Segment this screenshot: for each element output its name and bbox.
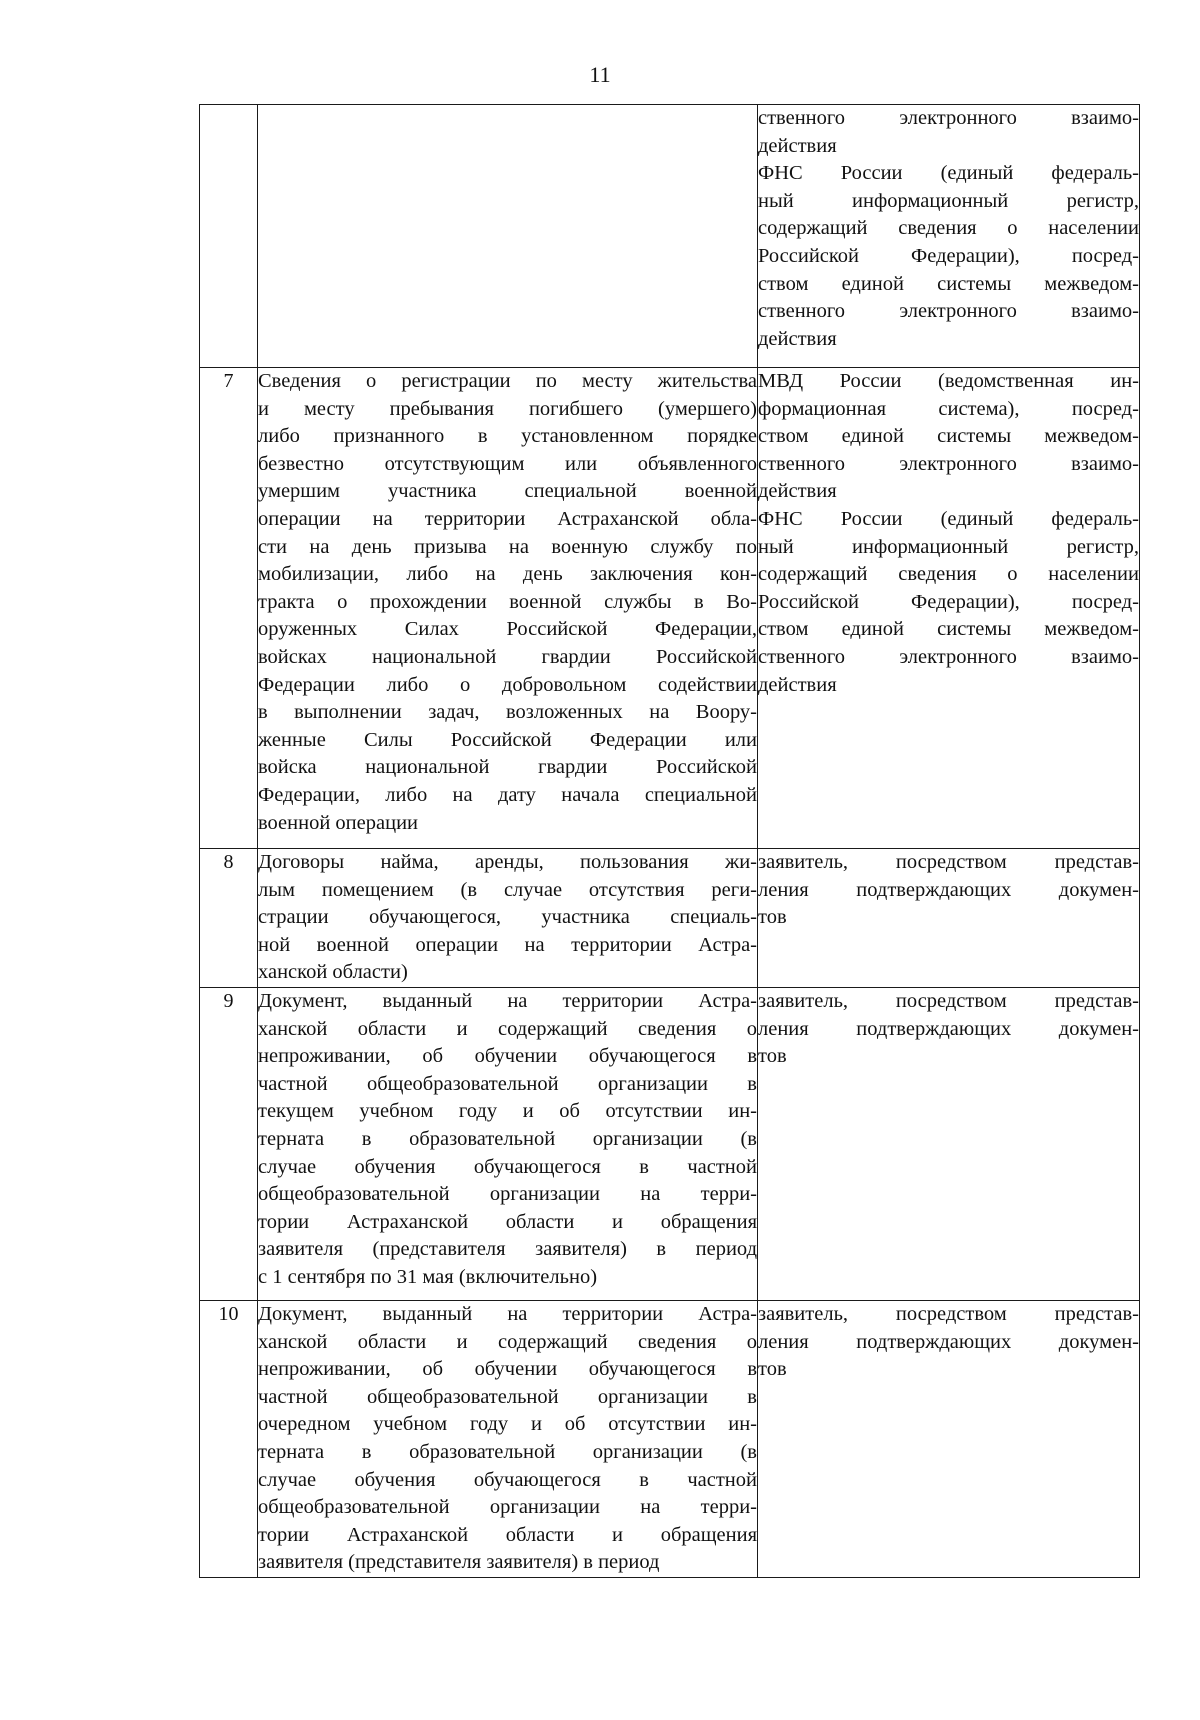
information-source-line: тов [758, 1358, 787, 1381]
document-description-line: Федерации, либо на дату начала специальной [258, 783, 757, 806]
document-description-line: ной военной операции на территории Астра- [258, 933, 757, 956]
information-source-line: тов [758, 1045, 787, 1068]
document-description-cell [258, 988, 758, 1301]
table-row [200, 988, 1140, 1301]
document-description-line: мобилизации, либо на день заключения кон- [258, 563, 757, 586]
document-description-line: тории Астраханской области и обращения [258, 1523, 757, 1546]
document-description-line: тракта о прохождении военной службы в Во- [258, 590, 757, 613]
document-description-line: страции обучающегося, участника специаль- [258, 906, 757, 929]
row-number-cell: 7 [200, 368, 258, 849]
table-row [200, 849, 1140, 988]
information-source-cell [758, 849, 1140, 988]
documents-table-body [200, 105, 1140, 1578]
document-description-line: лым помещением (в случае отсутствия реги- [258, 878, 757, 901]
document-description-cell [258, 368, 758, 849]
row-number-cell: 9 [200, 988, 258, 1301]
document-description-line: случае обучения обучающегося в частной [258, 1468, 757, 1491]
information-source-line: ления подтверждающих докумен- [758, 1017, 1139, 1040]
information-source-line: ством единой системы межведом- [758, 425, 1139, 448]
information-source-line: действия [758, 134, 837, 157]
information-source-line: содержащий сведения о населении [758, 217, 1139, 240]
document-description-line: войска национальной гвардии Российской [258, 756, 757, 779]
document-description-cell [258, 849, 758, 988]
information-source-line: тов [758, 906, 787, 929]
table-row [200, 368, 1140, 849]
information-source-line: заявитель, посредством представ- [758, 1303, 1139, 1325]
information-source-line: ством единой системы межведом- [758, 272, 1139, 295]
documents-table [199, 104, 1140, 1578]
document-description-line: текущем учебном году и об отсутствии ин- [258, 1100, 757, 1123]
document-description-line: Сведения о регистрации по месту жительства [258, 370, 757, 392]
information-source-line: формационная система), посред- [758, 397, 1139, 420]
document-description-line: в выполнении задач, возложенных на Воору- [258, 701, 757, 724]
table-row [200, 1301, 1140, 1578]
document-description-line: ханской области и содержащий сведения о [258, 1330, 757, 1353]
document-description-line: войсках национальной гвардии Российской [258, 645, 757, 668]
page-number: 11 [589, 62, 611, 87]
information-source-line: заявитель, посредством представ- [758, 851, 1139, 873]
document-description-line: заявителя (представителя заявителя) в период [258, 1551, 660, 1574]
information-source-line: ственного электронного взаимо- [758, 300, 1139, 323]
document-description-line: ханской области) [258, 961, 408, 984]
document-description-line: умершим участника специальной военной [258, 480, 757, 503]
document-description-line: и месту пребывания погибшего (умершего) [258, 397, 757, 420]
information-source-line: действия [758, 327, 837, 350]
information-source-line: ственного электронного взаимо- [758, 645, 1139, 668]
document-description-line: женные Силы Российской Федерации или [258, 728, 757, 751]
document-description-line: непроживании, об обучении обучающегося в [258, 1045, 757, 1068]
document-description-line: Документ, выданный на территории Астра- [258, 990, 757, 1012]
information-source-line: действия [758, 480, 837, 503]
document-description-line: непроживании, об обучении обучающегося в [258, 1358, 757, 1381]
information-source-line: Российской Федерации), посред- [758, 590, 1139, 613]
information-source-line: ления подтверждающих докумен- [758, 878, 1139, 901]
document-description-line: либо признанного в установленном порядке [258, 425, 757, 448]
document-description-line: безвестно отсутствующим или объявленного [258, 452, 757, 475]
document-description-line: очередном учебном году и об отсутствии ин- [258, 1413, 757, 1436]
information-source-line: заявитель, посредством представ- [758, 990, 1139, 1012]
information-source-line: содержащий сведения о населении [758, 563, 1139, 586]
document-description-line: сти на день призыва на военную службу по [258, 535, 757, 558]
information-source-cell [758, 988, 1140, 1301]
document-description-line: Документ, выданный на территории Астра- [258, 1303, 757, 1325]
document-description-line: ханской области и содержащий сведения о [258, 1017, 757, 1040]
row-number-cell [200, 105, 258, 368]
information-source-line: действия [758, 673, 837, 696]
document-description-line: Федерации либо о добровольном содействии [258, 673, 757, 696]
document-description-line: заявителя (представителя заявителя) в период [258, 1238, 757, 1261]
information-source-cell [758, 105, 1140, 368]
information-source-line: ственного электронного взаимо- [758, 107, 1139, 129]
row-number-cell: 10 [200, 1301, 258, 1578]
document-description-line: частной общеобразовательной организации в [258, 1385, 757, 1408]
document-description-cell [258, 105, 758, 368]
document-description-line: терната в образовательной организации (в [258, 1127, 757, 1150]
information-source-line: Российской Федерации), посред- [758, 244, 1139, 267]
information-source-line: ФНС России (единый федераль- [758, 162, 1139, 185]
document-description-line: случае обучения обучающегося в частной [258, 1155, 757, 1178]
document-description-line: терната в образовательной организации (в [258, 1440, 757, 1463]
information-source-line: ством единой системы межведом- [758, 618, 1139, 641]
document-description-line: общеобразовательной организации на терри- [258, 1183, 757, 1206]
row-number-cell: 8 [200, 849, 258, 988]
information-source-line: ФНС России (единый федераль- [758, 507, 1139, 530]
information-source-cell [758, 1301, 1140, 1578]
information-source-line: ный информационный регистр, [758, 189, 1139, 212]
information-source-line: МВД России (ведомственная ин- [758, 370, 1139, 392]
document-description-line: с 1 сентября по 31 мая (включительно) [258, 1265, 598, 1288]
document-description-line: Договоры найма, аренды, пользования жи- [258, 851, 757, 873]
document-description-line: военной операции [258, 811, 419, 834]
information-source-cell [758, 368, 1140, 849]
document-description-line: оруженных Силах Российской Федерации, [258, 618, 757, 641]
document-description-line: общеобразовательной организации на терри- [258, 1496, 757, 1519]
document-description-line: операции на территории Астраханской обла- [258, 507, 757, 530]
document-description-line: частной общеобразовательной организации в [258, 1072, 757, 1095]
information-source-line: ный информационный регистр, [758, 535, 1139, 558]
information-source-line: ления подтверждающих докумен- [758, 1330, 1139, 1353]
document-description-line: тории Астраханской области и обращения [258, 1210, 757, 1233]
document-description-cell [258, 1301, 758, 1578]
table-row [200, 105, 1140, 368]
information-source-line: ственного электронного взаимо- [758, 452, 1139, 475]
